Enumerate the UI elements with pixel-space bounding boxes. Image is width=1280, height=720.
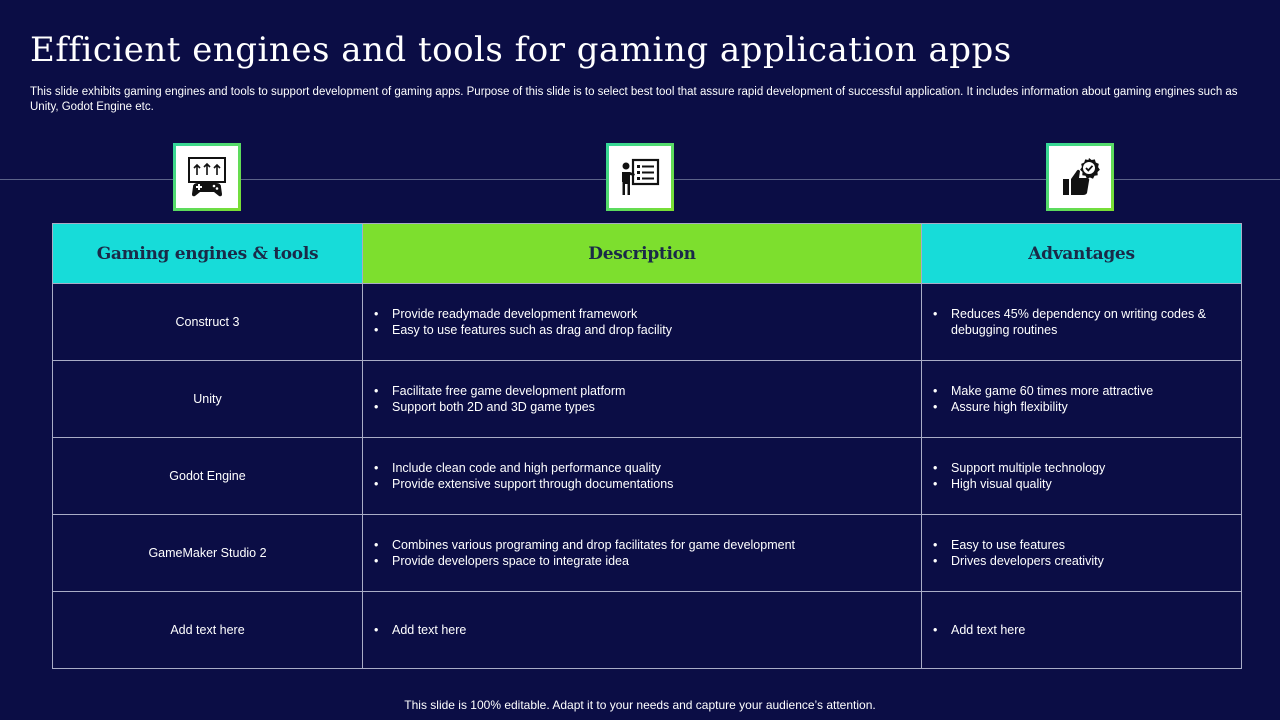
header-description: Description [363,224,922,284]
description-cell [363,592,922,669]
header-advantages: Advantages [922,224,1242,284]
list-item: • Add text here [374,622,900,638]
description-cell [363,438,922,515]
list-item: • Provide developers space to integrate idea [374,553,900,569]
list-item: • Facilitate free game development platform [374,383,900,399]
list-item: • Reduces 45% dependency on writing codes & debugging routines [933,306,1220,338]
list-item: • Easy to use features such as drag and drop facility [374,322,900,338]
list-item: • Assure high flexibility [933,399,1220,415]
slide-footer: This slide is 100% editable. Adapt it to your needs and capture your audience’s attention. [404,698,876,712]
table-row [53,592,1242,669]
thumbs-up-badge-icon [1058,155,1102,199]
advantages-cell [922,515,1242,592]
slide-title: Efficient engines and tools for gaming application apps [30,30,1012,70]
engines-table [52,223,1242,669]
list-item: • Include clean code and high performance quality [374,460,900,476]
list-item: • Support both 2D and 3D game types [374,399,900,415]
engine-name: GameMaker Studio 2 [53,515,363,592]
list-item: • Support multiple technology [933,460,1220,476]
slide-subtitle: This slide exhibits gaming engines and tools to support development of gaming apps. Purpose of this slide is to select best tool that assure rapid development of successful application. It includes information about gaming engines such as Unity, Godot Engine etc. [30,86,1238,113]
engine-name: Unity [53,361,363,438]
list-item: • High visual quality [933,476,1220,492]
list-item: • Provide readymade development framework [374,306,900,322]
engine-name: Construct 3 [53,284,363,361]
engine-name: Godot Engine [53,438,363,515]
engine-name: Add text here [53,592,363,669]
list-item: • Add text here [933,622,1220,638]
list-item: • Drives developers creativity [933,553,1220,569]
table-row [53,284,1242,361]
advantages-cell [922,284,1242,361]
advantages-cell [922,361,1242,438]
table-header-row [53,224,1242,284]
list-item: • Provide extensive support through documentations [374,476,900,492]
icon-frame-1 [173,143,241,211]
description-cell [363,284,922,361]
description-cell [363,515,922,592]
advantages-cell [922,592,1242,669]
presentation-icon [618,155,662,199]
description-cell [363,361,922,438]
advantages-cell [922,438,1242,515]
table-row [53,361,1242,438]
gamepad-board-icon [185,155,229,199]
icon-frame-3 [1046,143,1114,211]
header-gaming-engines: Gaming engines & tools [53,224,363,284]
list-item: • Combines various programing and drop facilitates for game development [374,537,900,553]
table-row [53,438,1242,515]
list-item: • Easy to use features [933,537,1220,553]
icon-frame-2 [606,143,674,211]
table-row [53,515,1242,592]
list-item: • Make game 60 times more attractive [933,383,1220,399]
